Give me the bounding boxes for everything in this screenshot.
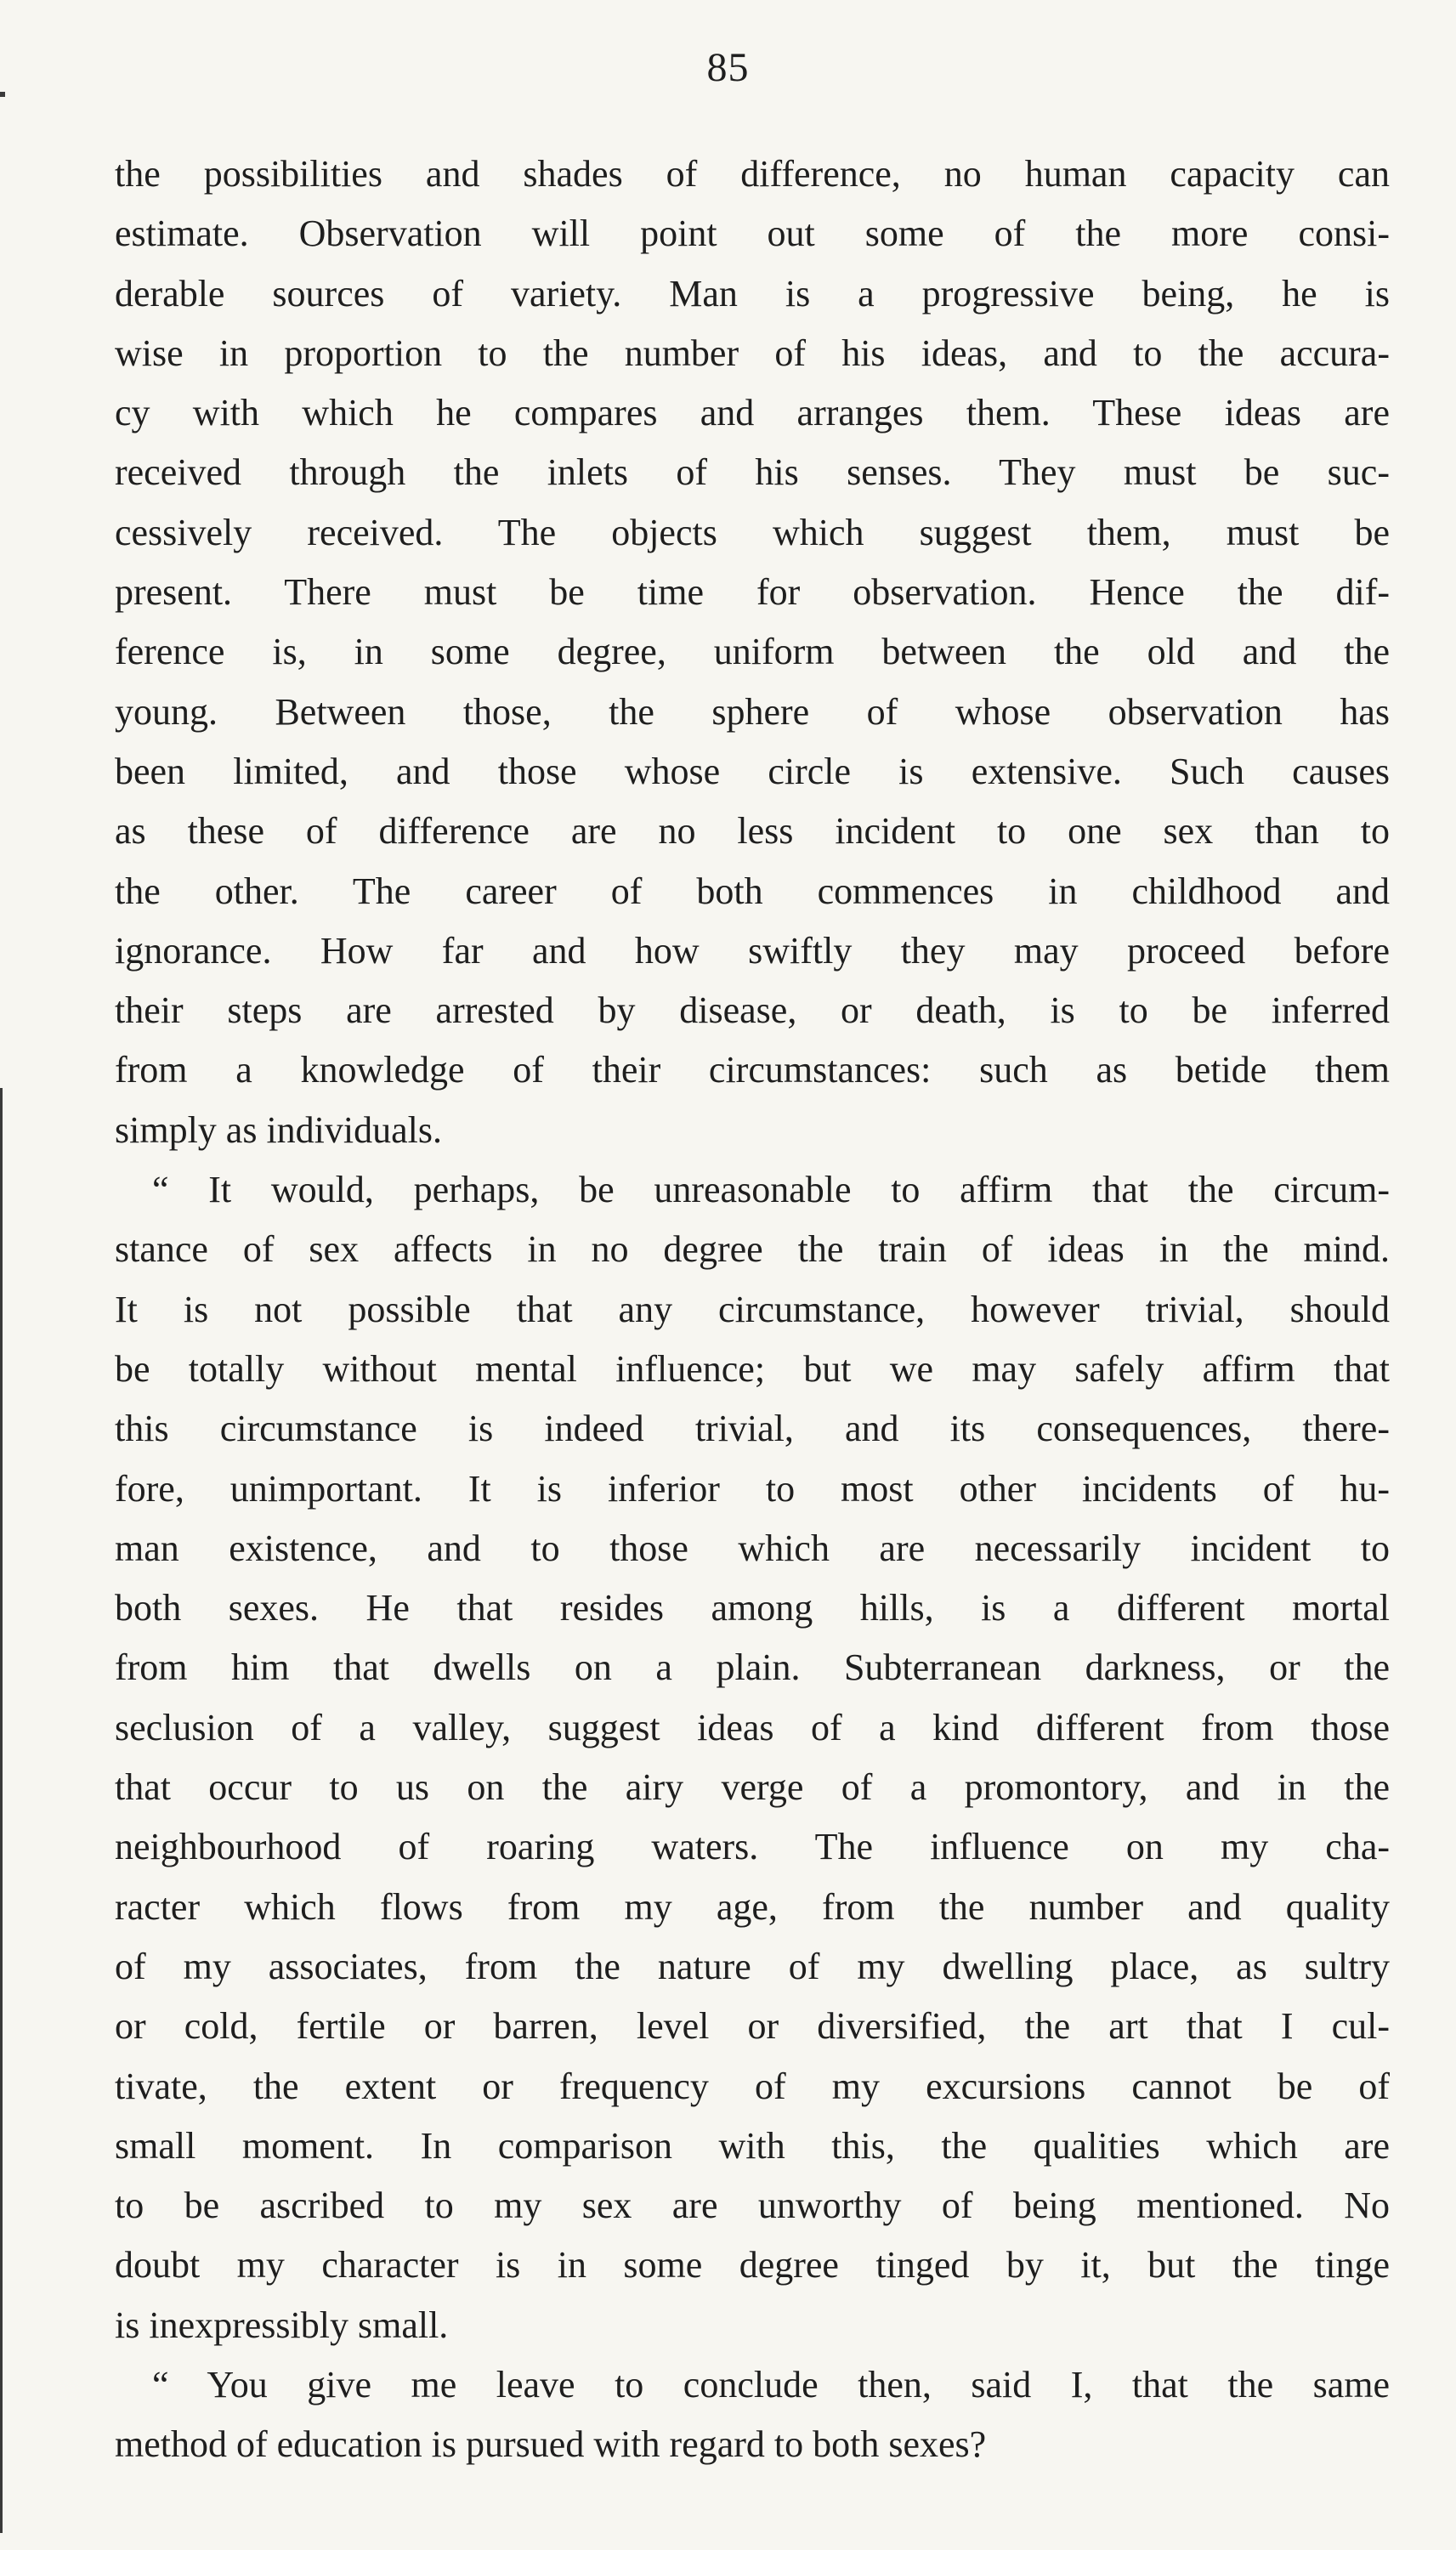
text-line: from him that dwells on a plain. Subterranean darkness, or the (115, 1646, 1390, 1689)
paragraph (115, 144, 1390, 1160)
paragraph (115, 2355, 1390, 2475)
text-line: from a knowledge of their circumstances: such as betide them (115, 1049, 1390, 1091)
text-line: as these of difference are no less incident to one sex than to (115, 810, 1390, 853)
text-line: estimate. Observation will point out some of the more consi- (115, 212, 1390, 255)
text-line: racter which flows from my age, from the number and quality (115, 1885, 1390, 1928)
text-line: present. There must be time for observation. Hence the dif- (115, 571, 1390, 614)
text-line: be totally without mental influence; but we may safely affirm that (115, 1347, 1390, 1390)
text-line: or cold, fertile or barren, level or diversified, the art that I cul- (115, 2005, 1390, 2048)
paragraph (115, 1160, 1390, 2355)
text-line: man existence, and to those which are necessarily incident to (115, 1527, 1390, 1569)
text-line: ference is, in some degree, uniform between the old and the (115, 631, 1390, 673)
text-line: derable sources of variety. Man is a progressive being, he is (115, 272, 1390, 314)
text-line: small moment. In comparison with this, the qualities which are (115, 2124, 1390, 2167)
text-line: method of education is pursued with regard to both sexes? (115, 2423, 987, 2466)
margin-mark (0, 92, 5, 97)
text-line: been limited, and those whose circle is extensive. Such causes (115, 750, 1390, 792)
text-line: received through the inlets of his senses. They must be suc- (115, 451, 1390, 494)
text-line: tivate, the extent or frequency of my excursions cannot be of (115, 2065, 1390, 2107)
text-line: doubt my character is in some degree tinged by it, but the tinge (115, 2244, 1390, 2286)
text-line: “ It would, perhaps, be unreasonable to affirm that the circum- (152, 1169, 1390, 1211)
text-line: “ You give me leave to conclude then, said I, that the same (152, 2363, 1390, 2406)
text-line: is inexpressibly small. (115, 2304, 449, 2346)
text-line: cy with which he compares and arranges them. These ideas are (115, 392, 1390, 434)
text-line: that occur to us on the airy verge of a promontory, and in the (115, 1766, 1390, 1809)
text-line: to be ascribed to my sex are unworthy of being mentioned. No (115, 2184, 1390, 2227)
text-line: their steps are arrested by disease, or death, is to be inferred (115, 989, 1390, 1032)
text-line: fore, unimportant. It is inferior to most other incidents of hu- (115, 1467, 1390, 1510)
text-line: wise in proportion to the number of his ideas, and to the accura- (115, 332, 1390, 374)
text-line: simply as individuals. (115, 1108, 442, 1151)
text-line: cessively received. The objects which suggest them, must be (115, 511, 1390, 553)
page-text (115, 144, 1390, 2475)
text-line: neighbourhood of roaring waters. The influence on my cha- (115, 1826, 1390, 1868)
text-line: the other. The career of both commences in childhood and (115, 870, 1390, 912)
text-line: this circumstance is indeed trivial, and its consequences, there- (115, 1408, 1390, 1450)
text-line: young. Between those, the sphere of whose observation has (115, 690, 1390, 733)
binding-edge-line (0, 1088, 3, 2533)
text-line: ignorance. How far and how swiftly they may proceed before (115, 929, 1390, 972)
text-line: of my associates, from the nature of my dwelling place, as sultry (115, 1945, 1390, 1987)
text-line: stance of sex affects in no degree the train of ideas in the mind. (115, 1228, 1390, 1271)
text-line: It is not possible that any circumstance, however trivial, should (115, 1288, 1390, 1330)
text-line: seclusion of a valley, suggest ideas of a kind different from those (115, 1706, 1390, 1748)
text-line: both sexes. He that resides among hills, is a different mortal (115, 1587, 1390, 1629)
text-line: the possibilities and shades of difference, no human capacity can (115, 153, 1390, 195)
page-number: 85 (706, 45, 750, 90)
